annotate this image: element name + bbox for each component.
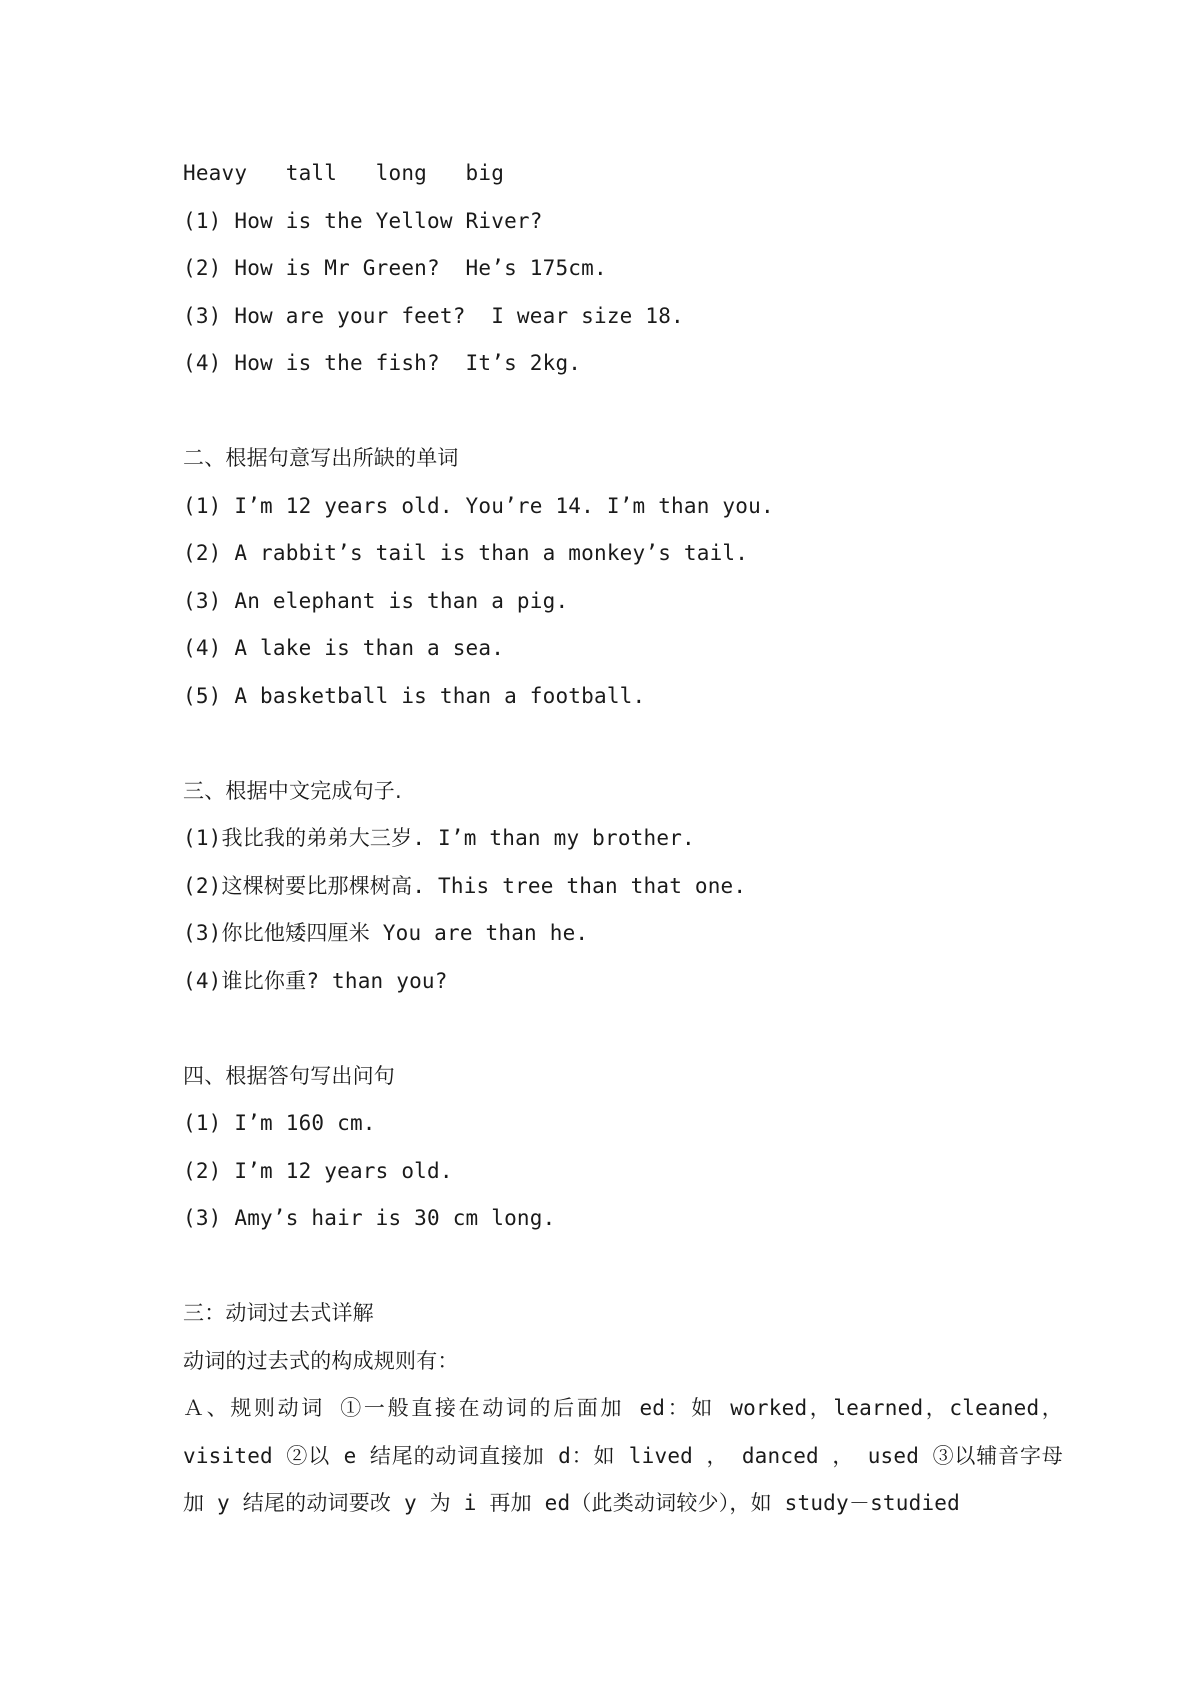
section-heading: 三：动词过去式详解 [183, 1301, 374, 1325]
spacer [183, 1243, 1063, 1291]
section-heading: 四、根据答句写出问句 [183, 1063, 395, 1088]
spacer [183, 1005, 1063, 1053]
exercise-item: (3) How are your feet? I wear size 18. [183, 303, 684, 328]
exercise-item: (2)这棵树要比那棵树高. This tree than that one. [183, 873, 747, 898]
exercise-item: (4)谁比你重? than you? [183, 968, 448, 993]
exercise-item: (5) A basketball is than a football. [183, 683, 646, 708]
exercise-item: (1) I’m 12 years old. You’re 14. I’m than you. [183, 493, 774, 518]
section-heading: 三、根据中文完成句子. [183, 778, 402, 803]
exercise-item: (1) How is the Yellow River? [183, 208, 543, 233]
exercise-item: (1)我比我的弟弟大三岁. I’m than my brother. [183, 826, 695, 850]
section-heading: 二、根据句意写出所缺的单词 [183, 446, 459, 470]
exercise-item: (2) A rabbit’s tail is than a monkey’s tail. [183, 541, 749, 565]
word-bank: Heavy tall long big [183, 161, 505, 185]
document-body [183, 150, 1063, 1528]
spacer [183, 720, 1063, 768]
exercise-item: (1) I’m 160 cm. [183, 1111, 376, 1135]
exercise-item: (4) A lake is than a sea. [183, 636, 505, 660]
section-intro: 动词的过去式的构成规则有： [183, 1348, 459, 1373]
exercise-item: (3)你比他矮四厘米 You are than he. [183, 921, 589, 945]
exercise-item: (3) Amy’s hair is 30 cm long. [183, 1206, 556, 1230]
spacer [183, 388, 1063, 436]
exercise-item: (4) How is the fish? It’s 2kg. [183, 351, 582, 375]
exercise-item: (3) An elephant is than a pig. [183, 588, 569, 613]
exercise-item: (2) I’m 12 years old. [183, 1158, 453, 1183]
rule-paragraph: Ａ、规则动词 ①一般直接在动词的后面加 ed：如 worked，learned，cleaned，visited ②以 e 结尾的动词直接加 d：如 lived ， danced ， used ③以辅音字母加 y 结尾的动词要改 y 为 i 再加 ed（此类动词较少），如 study－studied [183, 1396, 1063, 1515]
exercise-item: (2) How is Mr Green? He’s 175cm. [183, 256, 607, 280]
